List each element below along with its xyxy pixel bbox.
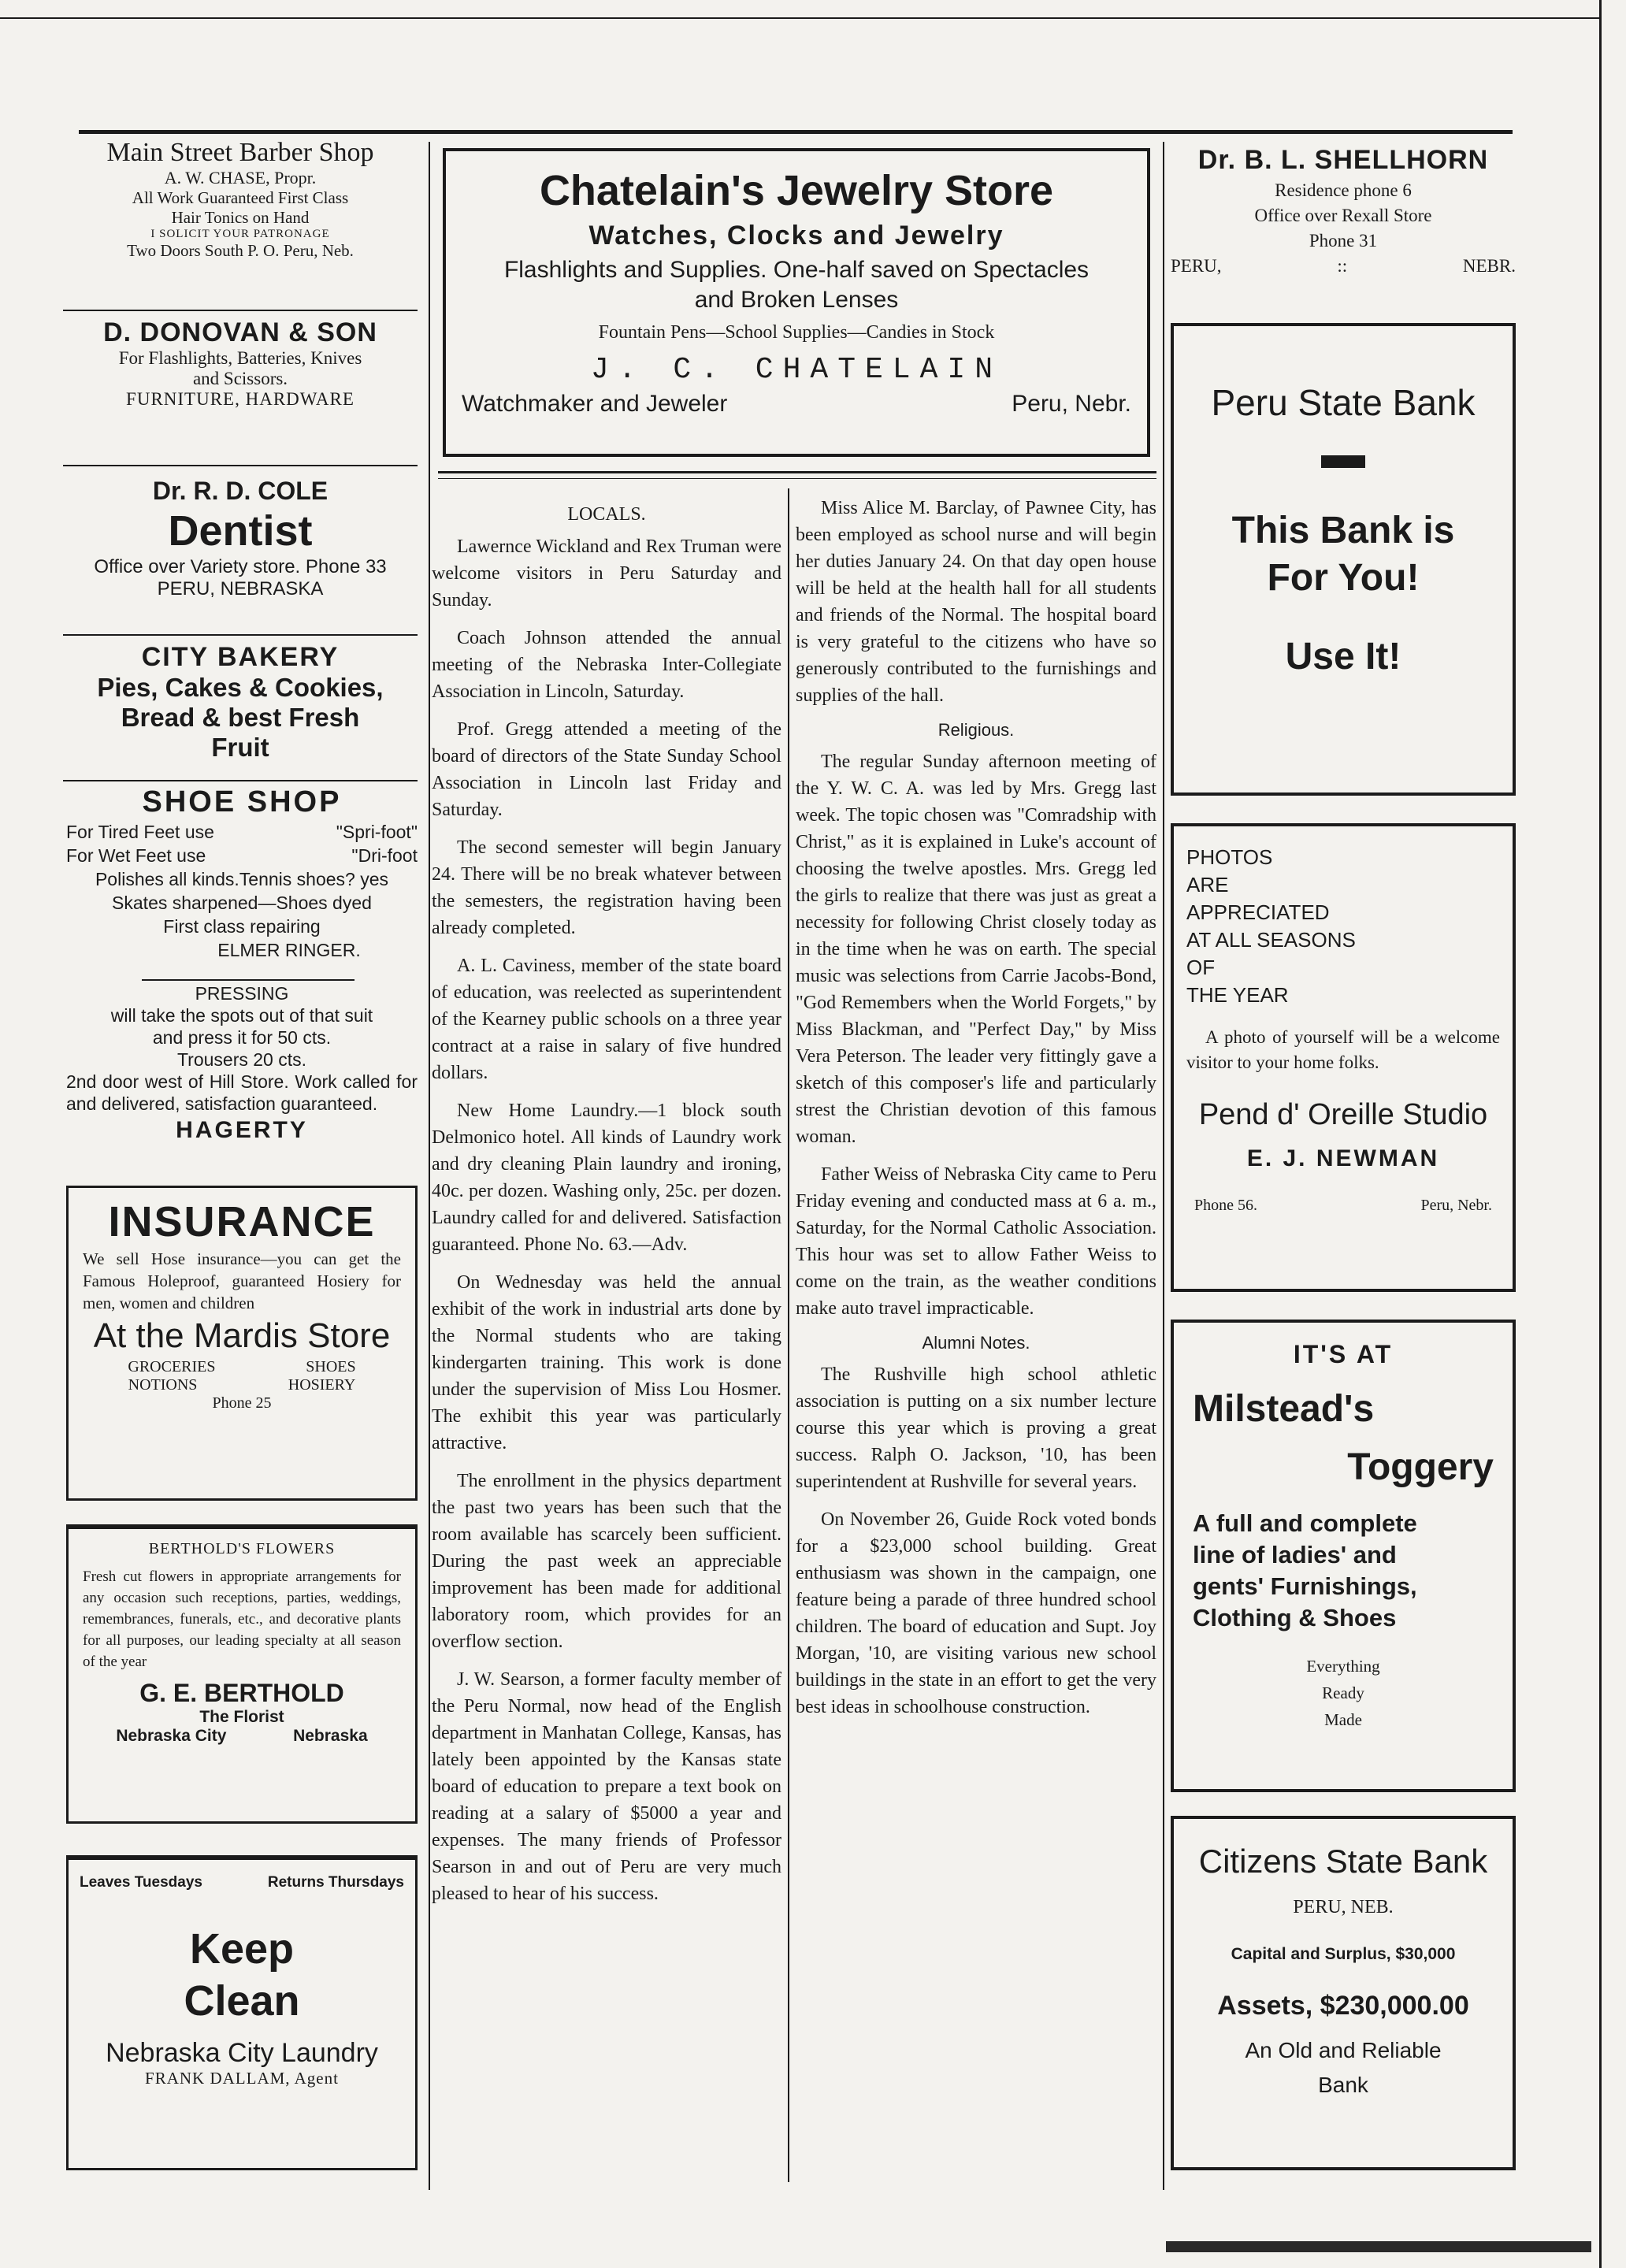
bakery-name: CITY BAKERY xyxy=(141,642,340,672)
insurance-item: SHOES xyxy=(306,1358,356,1375)
cole-ad xyxy=(63,477,418,600)
locals-paragraph: Prof. Gregg attended a meeting of the board of directors of the State Sunday School Association in Lincoln last Friday and Saturday. xyxy=(432,719,781,820)
donovan-line: and Scissors. xyxy=(192,369,288,388)
shellhorn-line: Phone 31 xyxy=(1309,231,1378,251)
citizens-bank-name: Citizens State Bank xyxy=(1198,1843,1488,1880)
berthold-city: Nebraska City xyxy=(116,1727,227,1745)
bakery-line: Bread & best Fresh xyxy=(121,703,360,732)
news-paragraph: The regular Sunday afternoon meeting of the Y. W. C. A. was led by Mrs. Gregg last week. The topic chosen was "Comradship with Christ," as it is explained in Luke's account of choosing the twelve apostles. Mrs. Gregg led the girls to realize that there was just as great a necessity for following Christ closely today as in the time when he was on earth. The special music was selections from Carrie Jacobs-Bond, "God Remembers when the World Forgets," by Miss Blackman, and "Perfect Day," by Miss Vera Peterson. The leader very fittingly gave a sketch of this composer's life and particularly strest the Christian devotion of this famous woman. xyxy=(796,752,1156,1147)
bakery-ad xyxy=(63,642,418,763)
chatelain-line: Fountain Pens—School Supplies—Candies in Stock xyxy=(598,322,995,343)
laundry-left: Leaves Tuesdays xyxy=(80,1874,202,1891)
barber-shop-ad xyxy=(63,138,418,261)
photos-line: AT ALL SEASONS xyxy=(1186,928,1356,952)
donovan-line: FURNITURE, HARDWARE xyxy=(126,389,355,409)
berthold-body: Fresh cut flowers in appropriate arrangements for any occasion such receptions, parties, weddings, remembrances, funerals, etc., and decorative plants for all purposes, our leading specialty at all season of the year xyxy=(83,1568,401,1670)
laundry-right: Returns Thursdays xyxy=(267,1874,404,1891)
pressing-line: and press it for 50 cts. xyxy=(152,1027,332,1048)
laundry-big: Clean xyxy=(184,1977,300,2025)
shoe-line: First class repairing xyxy=(163,916,321,937)
laundry-ad xyxy=(66,1855,418,2170)
peru-bank-name: Peru State Bank xyxy=(1211,382,1476,423)
shellhorn-name: Dr. B. L. SHELLHORN xyxy=(1197,145,1489,175)
barber-line: Hair Tonics on Hand xyxy=(171,208,310,227)
berthold-sub: The Florist xyxy=(199,1708,284,1726)
shoe-line: ELMER RINGER. xyxy=(217,940,361,960)
chatelain-owner: J. C. CHATELAIN xyxy=(590,353,1003,387)
berthold-title: BERTHOLD'S FLOWERS xyxy=(148,1540,336,1557)
bakery-line: Fruit xyxy=(211,733,269,762)
shoe-line: For Wet Feet use xyxy=(66,845,206,866)
milstead-line: A full and complete xyxy=(1193,1509,1417,1537)
cole-title: Dentist xyxy=(168,507,313,555)
peru-bank-ad xyxy=(1171,323,1516,796)
barber-name: Main Street Barber Shop xyxy=(106,138,374,167)
chatelain-ad xyxy=(443,148,1150,457)
chatelain-left: Watchmaker and Jeweler xyxy=(462,391,728,417)
peru-bank-line: Use It! xyxy=(1285,636,1401,677)
shoe-line: "Spri-foot" xyxy=(336,822,418,842)
insurance-item: HOSIERY xyxy=(288,1376,356,1394)
shellhorn-right: NEBR. xyxy=(1462,256,1516,276)
milstead-line: Made xyxy=(1324,1710,1362,1729)
photo-studio-owner: E. J. NEWMAN xyxy=(1246,1145,1440,1171)
locals-heading: LOCALS. xyxy=(567,504,646,525)
milstead-name: Toggery xyxy=(1347,1446,1494,1488)
chatelain-name: Chatelain's Jewelry Store xyxy=(539,167,1054,214)
citizens-bank-line: Bank xyxy=(1318,2073,1368,2097)
photos-phone: Phone 56. xyxy=(1194,1197,1257,1214)
photos-line: THE YEAR xyxy=(1186,983,1289,1007)
peru-bank-divider xyxy=(1321,455,1365,468)
locals-paragraph: A. L. Caviness, member of the state board of education, was reelected as superintendent of the Kearney public schools on a three year contract at a raise in salary of five hundred dollars. xyxy=(432,956,781,1083)
insurance-title: INSURANCE xyxy=(108,1198,376,1245)
shoe-name: SHOE SHOP xyxy=(142,785,342,818)
bakery-line: Pies, Cakes & Cookies, xyxy=(97,673,384,702)
locals-paragraph: The enrollment in the physics department the past two years has been such that the room available has scarcely been sufficient. During the past week an appreciable improvement has been made for additional laboratory room, which provides for an overflow section. xyxy=(432,1471,781,1652)
news-paragraph: On November 26, Guide Rock voted bonds for a $23,000 school building. Great enthusiasm was shown in the campaign, one feature being a parade of three hundred school children. The board of education and Supt. Joy Morgan, '10, are visiting various new school buildings in the state in an effort to get the very best ideas in schoolhouse construction. xyxy=(796,1509,1156,1717)
locals-paragraph: Lawernce Wickland and Rex Truman were welcome visitors in Peru Saturday and Sunday. xyxy=(432,536,781,611)
milstead-ad xyxy=(1171,1320,1516,1792)
shoe-shop-ad xyxy=(66,784,418,962)
locals-paragraph: New Home Laundry.—1 block south Delmonico hotel. All kinds of Laundry work and dry cleaning Plain laundry and ironing, 40c. per dozen. Washing only, 25c. per dozen. Laundry called for and delivered. Satisfaction guaranteed. Phone No. 63.—Adv. xyxy=(432,1101,781,1255)
milstead-line: line of ladies' and xyxy=(1193,1541,1397,1568)
pressing-title: PRESSING xyxy=(195,983,289,1004)
laundry-big: Keep xyxy=(189,1925,295,1973)
milstead-line: Clothing & Shoes xyxy=(1193,1604,1397,1631)
chatelain-right: Peru, Nebr. xyxy=(1012,391,1131,417)
milstead-line: Everything xyxy=(1306,1657,1380,1676)
insurance-item: NOTIONS xyxy=(128,1376,198,1394)
citizens-bank-ad xyxy=(1171,1816,1516,2170)
pressing-line: Trousers 20 cts. xyxy=(176,1049,307,1070)
photo-studio-name: Pend d' Oreille Studio xyxy=(1198,1098,1488,1131)
locals-paragraph: The second semester will begin January 24. There will be no break whatever between the semesters, the registration having been already completed. xyxy=(432,837,781,938)
pressing-name: HAGERTY xyxy=(176,1117,308,1143)
pressing-ad xyxy=(66,982,418,1146)
pressing-line: 2nd door west of Hill Store. Work called for and delivered, satisfaction guaranteed. xyxy=(66,1071,418,1114)
milstead-line: gents' Furnishings, xyxy=(1193,1572,1417,1600)
cole-name: Dr. R. D. COLE xyxy=(152,477,329,505)
berthold-state: Nebraska xyxy=(293,1727,368,1745)
photos-city: Peru, Nebr. xyxy=(1420,1197,1492,1214)
pressing-line: will take the spots out of that suit xyxy=(110,1005,373,1026)
shellhorn-line: Residence phone 6 xyxy=(1275,180,1412,200)
citizens-bank-assets: Assets, $230,000.00 xyxy=(1217,1991,1469,2021)
insurance-store: At the Mardis Store xyxy=(93,1316,391,1355)
peru-bank-line: This Bank is xyxy=(1231,510,1455,551)
shellhorn-left: PERU, xyxy=(1171,256,1222,276)
alumni-heading: Alumni Notes. xyxy=(922,1333,1030,1353)
cole-line: PERU, NEBRASKA xyxy=(157,578,324,599)
shellhorn-mid: :: xyxy=(1337,256,1348,276)
milstead-line: IT'S AT xyxy=(1293,1340,1394,1368)
shoe-line: For Tired Feet use xyxy=(66,822,214,842)
locals-column xyxy=(432,495,781,1918)
locals-paragraph: J. W. Searson, a former faculty member of the Peru Normal, now head of the English department in Manhatan College, Kansas, has lately been appointed by the Kansas state board of education to prepare a text book on reading at a salary of $5000 a year and expenses. The many friends of Professor Searson in and out of Peru are very much pleased to hear of his success. xyxy=(432,1669,781,1904)
news-paragraph: The Rushville high school athletic association is putting on a six number lecture course this year which is proving a great success. Ralph O. Jackson, '10, has been superintendent at Rushville for several years. xyxy=(796,1364,1156,1492)
peru-bank-line: For You! xyxy=(1267,557,1420,599)
shoe-line: Polishes all kinds.Tennis shoes? yes xyxy=(95,869,389,889)
citizens-bank-city: PERU, NEB. xyxy=(1293,1897,1394,1917)
shoe-line: "Dri-foot xyxy=(351,845,418,866)
photos-line: APPRECIATED xyxy=(1186,900,1330,924)
barber-proprietor: A. W. CHASE, Propr. xyxy=(164,168,317,187)
news-paragraph: Father Weiss of Nebraska City came to Peru Friday evening and conducted mass at 6 a. m., Saturday, for the Normal Catholic Association. This hour was set to allow Father Weiss to come on the train, as the weather conditions make auto travel impracticable. xyxy=(796,1164,1156,1319)
barber-line: I SOLICIT YOUR PATRONAGE xyxy=(150,228,330,240)
chatelain-line: Flashlights and Supplies. One-half saved on Spectacles xyxy=(503,257,1090,283)
news-column-2 xyxy=(796,495,1156,1732)
donovan-name: D. DONOVAN & SON xyxy=(103,317,377,347)
laundry-agent: FRANK DALLAM, Agent xyxy=(145,2069,339,2088)
photos-body: A photo of yourself will be a welcome visitor to your home folks. xyxy=(1186,1027,1500,1072)
chatelain-sub: Watches, Clocks and Jewelry xyxy=(588,221,1004,251)
citizens-bank-capital: Capital and Surplus, $30,000 xyxy=(1231,1945,1456,1963)
donovan-ad xyxy=(63,317,418,410)
photos-line: OF xyxy=(1186,956,1216,979)
locals-paragraph: Coach Johnson attended the annual meeting of the Nebraska Inter-Collegiate Association in Lincoln, Saturday. xyxy=(432,628,781,702)
photos-line: PHOTOS xyxy=(1186,845,1273,869)
milstead-line: Ready xyxy=(1322,1683,1364,1702)
laundry-name: Nebraska City Laundry xyxy=(106,2038,378,2068)
shellhorn-line: Office over Rexall Store xyxy=(1254,206,1432,225)
berthold-ad xyxy=(66,1524,418,1824)
cole-line: Office over Variety store. Phone 33 xyxy=(94,556,387,577)
news-paragraph: Miss Alice M. Barclay, of Pawnee City, has been employed as school nurse and will begin her duties January 24. On that day open house will be held at the health hall for all students and friends of the Normal. The hospital board is very grateful to the citizens who have so generously contributed to the furnishings and supplies of the hall. xyxy=(796,498,1156,706)
photo-studio-ad xyxy=(1171,823,1516,1292)
donovan-line: For Flashlights, Batteries, Knives xyxy=(118,348,362,368)
chatelain-line: and Broken Lenses xyxy=(694,287,899,313)
insurance-body: We sell Hose insurance—you can get the Famous Holeproof, guaranteed Hosiery for men, women and children xyxy=(83,1249,401,1312)
insurance-phone: Phone 25 xyxy=(212,1394,272,1412)
locals-paragraph: On Wednesday was held the annual exhibit of the work in industrial arts done by the Normal students who are taking kindergarten training. This work is done under the supervision of Miss Lou Hosmer. The exhibit this year was particularly attractive. xyxy=(432,1272,781,1453)
berthold-name: G. E. BERTHOLD xyxy=(139,1679,344,1707)
insurance-ad xyxy=(66,1186,418,1501)
shellhorn-ad xyxy=(1171,142,1516,279)
insurance-item: GROCERIES xyxy=(128,1358,216,1375)
barber-line: Two Doors South P. O. Peru, Neb. xyxy=(127,241,354,260)
shoe-line: Skates sharpened—Shoes dyed xyxy=(112,893,372,913)
photos-line: ARE xyxy=(1186,873,1229,896)
religious-heading: Religious. xyxy=(937,720,1015,740)
barber-line: All Work Guaranteed First Class xyxy=(132,188,349,207)
milstead-name: Milstead's xyxy=(1193,1388,1375,1430)
citizens-bank-line: An Old and Reliable xyxy=(1245,2038,1442,2062)
